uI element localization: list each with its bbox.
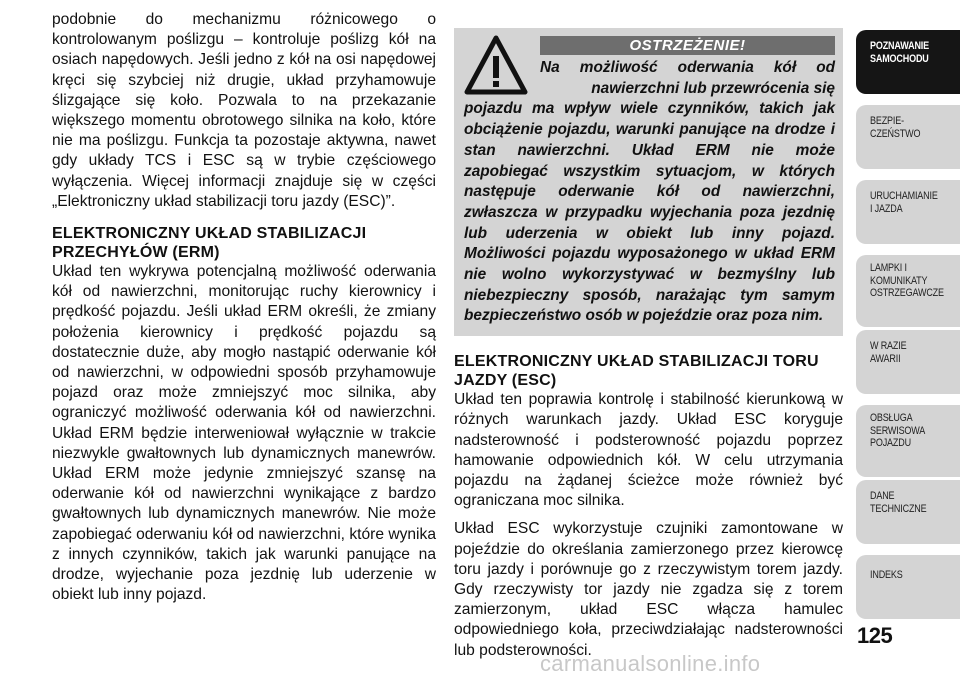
esc-paragraph-1: Układ ten poprawia kontrolę i stabilność kierunkową w różnych warunkach jazdy. Układ ESC koryguje nadsterowność i podsterowność pojazdu poprzez hamowanie odpowiednich kół. W celu utrzymania pojazdu na żądanej ścieżce może również być ograniczana moc silnika. [454,391,843,510]
tab-label: POZNAWANIE SAMOCHODU [870,40,930,65]
tab-label: W RAZIE AWARII [870,340,907,365]
erm-paragraph: Układ ten wykrywa potencjalną możliwość oderwania kół od nawierzchni, monitorując ruchy kierownicy i prędkość pojazdu. Jeśli układ ERM określi, że zmiany położenia kierownicy i prędkość pojazdu są dostatecznie duże, aby mogło nastąpić oderwanie kół od nawierzchni, w odpowiedni sposób przyhamowuje pojazd oraz może zmniejszyć moc silnika, aby ograniczyć możliwość oderwania kół od nawierzchni. Układ ERM będzie interweniował wyłącznie w trakcie niezwykle gwałtownych lub dynamicznych manewrów. Układ ERM może jedynie zmniejszyć szansę na oderwanie kół od nawierzchni wynikające z bardzo gwałtownych lub dynamicznych manewrów. Nie może zapobiegać oderwaniu kół od nawierzchni, które wynika z innych czynników, takich jak warunki panujące na drodze, wyjechanie poza jezdnię lub uderzenie w obiekt lub inny pojazd. [52,263,436,604]
tab-label: OBSŁUGA SERWISOWA POJAZDU [870,412,926,449]
tab-label: DANE TECHNICZNE [870,490,927,515]
tab-poznawanie-samochodu[interactable] [856,30,960,94]
tab-dane-techniczne[interactable] [856,480,960,544]
warning-triangle-icon [464,34,528,98]
tab-label: INDEKS [870,569,903,581]
warning-lead: Na możliwość oderwania kół od nawierzchni lub przewrócenia się [540,59,835,97]
tab-label: LAMPKI I KOMUNIKATY OSTRZEGAWCZE [870,262,944,299]
warning-body: pojazdu ma wpływ wiele czynników, takich jak obciążenie pojazdu, warunki panujące na drodze i stan nawierzchni. Układ ERM nie może zapobiegać wszystkim sytuacjom, w których następuje oderwanie kół od nawierzchni, zwłaszcza w przypadku wyjechania poza jezdnię lub uderzenia w obiekt lub inny pojazd. Możliwości pojazdu wyposażonego w układ ERM nie wolno wykorzystywać w bezmyślny lub niebezpieczny sposób, narażając tym samym bezpieczeństwo osób w pojeździe oraz poza nim. [464,100,835,325]
tab-bezpieczenstwo[interactable] [856,105,960,169]
tab-indeks[interactable] [856,555,960,619]
erm-heading: ELEKTRONICZNY UKŁAD STABILIZACJI PRZECHYŁÓW (ERM) [52,225,367,262]
right-column [454,28,843,661]
page-number: 125 [857,623,893,648]
tab-w-razie-awarii[interactable] [856,330,960,394]
esc-paragraph-2: Układ ESC wykorzystuje czujniki zamontowane w pojeździe do określania zamierzonego przez kierowcę toru jazdy i porównuje go z rzeczywistym torem jazdy. Gdy rzeczywisty tor jazdy nie zgadza się z torem zamierzonym, układ ESC włącza hamulec odpowiedniego koła, przeciwdziałając nadsterowności lub podsterowności. [454,520,843,659]
left-column [52,10,436,605]
warning-box [454,28,843,336]
tab-lampki-i-komunikaty[interactable] [856,255,960,327]
warning-title: OSTRZEŻENIE! [540,36,835,55]
tab-uruchamianie-i-jazda[interactable] [856,180,960,244]
chapter-sidebar [856,30,960,615]
watermark: carmanualsonline.info [540,651,761,676]
tab-label: URUCHAMIANIE I JAZDA [870,190,938,215]
intro-paragraph: podobnie do mechanizmu różnicowego o kontrolowanym poślizgu – kontroluje poślizg kół na osiach napędowych. Jeśli jedno z kół na osi napędowej kręci się szybciej niż drugie, układ przyhamowuje ślizgające się koło. Pozwala to na przekazanie większego momentu obrotowego silnika na koło, które nie ma poślizgu. Funkcja ta pozostaje aktywna, nawet gdy układy TCS i ESC są w trybie częściowego wyłączenia. Więcej informacji znajduje się w części „Elektroniczny układ stabilizacji toru jazdy (ESC)”. [52,11,436,210]
tab-obsluga-serwisowa[interactable] [856,405,960,477]
esc-heading: ELEKTRONICZNY UKŁAD STABILIZACJI TORU JAZDY (ESC) [454,353,819,390]
tab-label: BEZPIE- CZEŃSTWO [870,115,921,140]
